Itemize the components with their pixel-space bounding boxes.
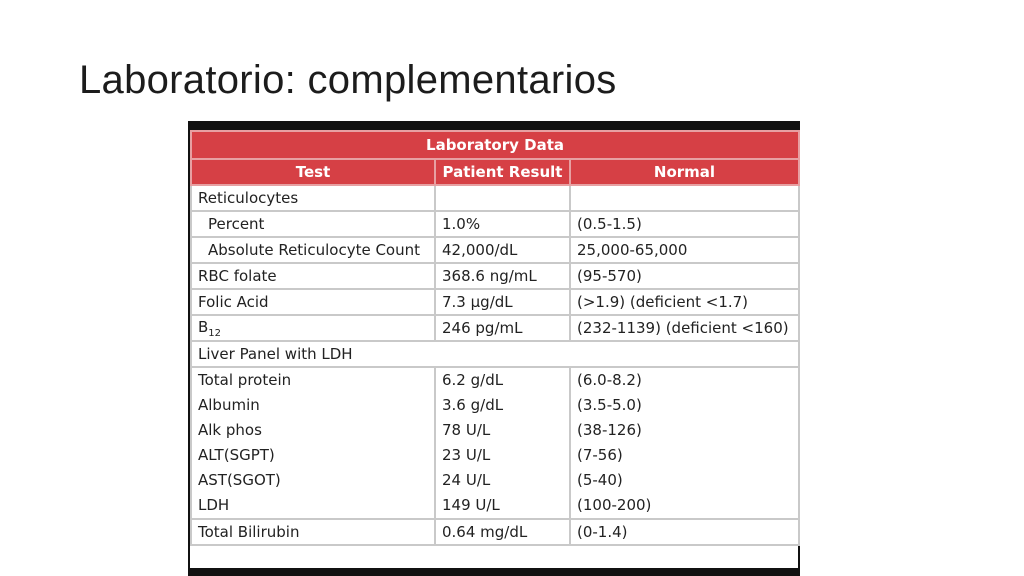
test-name: Total protein	[198, 371, 292, 389]
normal-range: (3.5-5.0)	[577, 396, 642, 414]
section-label: Liver Panel with LDH	[191, 341, 799, 367]
patient-result: 6.2 g/dL	[442, 371, 504, 389]
patient-result: 23 U/L	[442, 446, 491, 464]
table-row	[191, 211, 799, 237]
test-name: Folic Acid	[191, 289, 435, 315]
normal-range: (232-1139) (deficient <160)	[570, 315, 799, 341]
normal-range: (7-56)	[577, 446, 623, 464]
column-header-normal: Normal	[570, 159, 799, 185]
test-name: Total Bilirubin	[191, 519, 435, 545]
patient-result: 1.0%	[435, 211, 570, 237]
test-name: Percent	[191, 211, 435, 237]
lab-table-frame	[188, 121, 800, 576]
patient-result: 149 U/L	[442, 496, 500, 514]
patient-result: 246 pg/mL	[435, 315, 570, 341]
table-caption-row	[191, 131, 799, 159]
test-name	[191, 315, 435, 341]
normal-range: (5-40)	[577, 471, 623, 489]
table-row	[191, 315, 799, 341]
liver-normal-ranges	[570, 367, 799, 519]
test-name-subscript: 12	[208, 327, 222, 339]
test-name: AST(SGOT)	[198, 471, 281, 489]
table-row	[191, 289, 799, 315]
normal-range: (6.0-8.2)	[577, 371, 642, 389]
slide-title: Laboratorio: complementarios	[79, 58, 617, 102]
patient-result: 368.6 ng/mL	[435, 263, 570, 289]
patient-result: 3.6 g/dL	[442, 396, 504, 414]
empty-cell	[570, 185, 799, 211]
table-row	[191, 519, 799, 545]
empty-cell	[435, 185, 570, 211]
lab-table-container	[190, 130, 798, 568]
table-row	[191, 237, 799, 263]
normal-range: (95-570)	[570, 263, 799, 289]
patient-result: 78 U/L	[442, 421, 491, 439]
section-row-reticulocytes	[191, 185, 799, 211]
table-caption: Laboratory Data	[191, 131, 799, 159]
liver-results	[435, 367, 570, 519]
normal-range: (0.5-1.5)	[570, 211, 799, 237]
table-row	[191, 263, 799, 289]
test-name: ALT(SGPT)	[198, 446, 275, 464]
normal-range: 25,000-65,000	[570, 237, 799, 263]
normal-range: (0-1.4)	[570, 519, 799, 545]
test-name: RBC folate	[191, 263, 435, 289]
patient-result: 0.64 mg/dL	[435, 519, 570, 545]
normal-range: (>1.9) (deficient <1.7)	[570, 289, 799, 315]
test-name: Absolute Reticulocyte Count	[191, 237, 435, 263]
test-name-base: B	[198, 317, 209, 336]
normal-range: (100-200)	[577, 496, 652, 514]
test-name: Alk phos	[198, 421, 262, 439]
table-header-row	[191, 159, 799, 185]
normal-range: (38-126)	[577, 421, 642, 439]
column-header-patient-result: Patient Result	[435, 159, 570, 185]
column-header-test: Test	[191, 159, 435, 185]
test-name: Albumin	[198, 396, 260, 414]
section-row-liver-panel	[191, 341, 799, 367]
liver-panel-block	[191, 367, 799, 519]
liver-test-names	[191, 367, 435, 519]
test-name: LDH	[198, 496, 230, 514]
section-label: Reticulocytes	[191, 185, 435, 211]
laboratory-data-table	[190, 130, 800, 546]
patient-result: 7.3 µg/dL	[435, 289, 570, 315]
patient-result: 42,000/dL	[435, 237, 570, 263]
patient-result: 24 U/L	[442, 471, 491, 489]
